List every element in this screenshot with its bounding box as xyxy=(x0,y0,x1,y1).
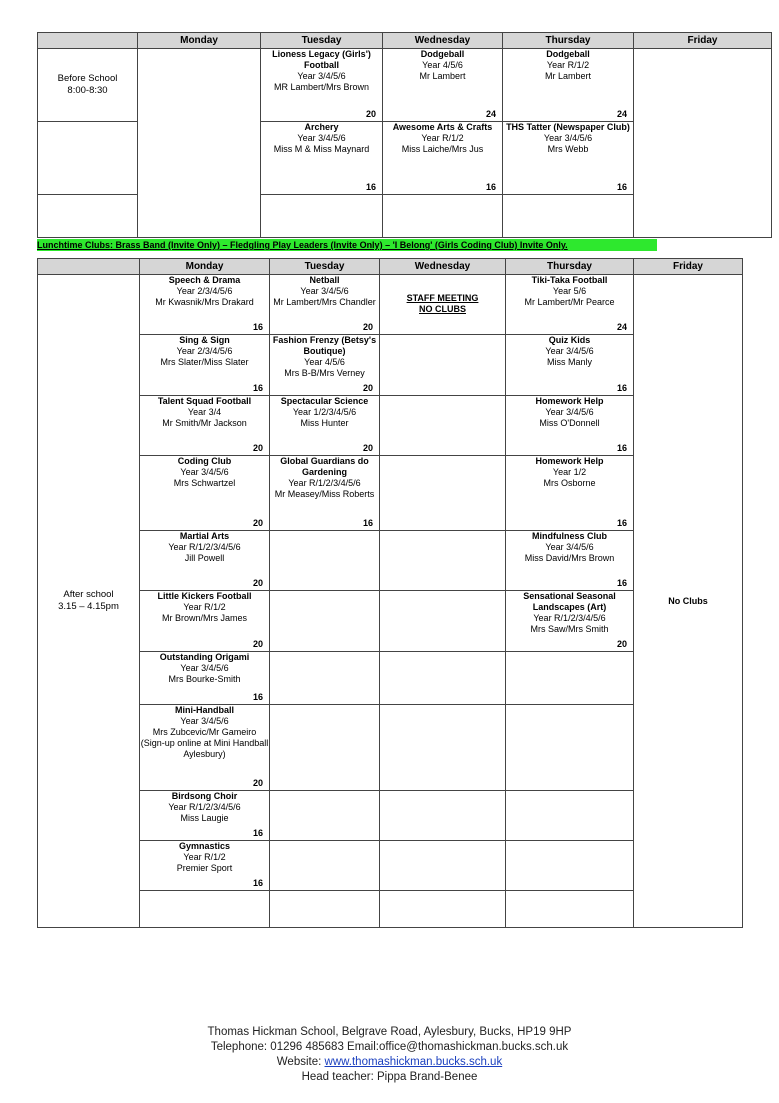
club-capacity: 16 xyxy=(252,383,263,393)
club-entry xyxy=(261,49,382,120)
empty-cell xyxy=(270,531,380,591)
club-name: Homework Help xyxy=(535,456,604,466)
club-capacity: 20 xyxy=(252,518,263,528)
club-entry xyxy=(140,396,269,454)
club-name: Tiki-Taka Football xyxy=(531,275,608,285)
club-cell-sensational-seasonal xyxy=(506,591,634,652)
club-detail: Mrs B-B/Mrs Verney xyxy=(284,368,365,378)
after-school-table xyxy=(37,258,743,928)
club-detail: Year R/1/2 xyxy=(183,852,226,862)
club-detail: Year 1/2 xyxy=(552,467,587,477)
club-capacity: 16 xyxy=(252,878,263,888)
friday-no-clubs-cell xyxy=(634,275,743,928)
club-detail: Year 3/4/5/6 xyxy=(543,133,593,143)
empty-cell xyxy=(261,195,383,238)
empty-cell xyxy=(506,652,634,705)
club-detail: Year 3/4/5/6 xyxy=(300,286,349,296)
club-detail: Year 3/4 xyxy=(187,407,222,417)
before-school-table xyxy=(37,32,772,238)
empty-cell xyxy=(270,652,380,705)
club-name: THS Tatter (Newspaper Club) xyxy=(506,122,630,132)
club-name: Awesome Arts & Crafts xyxy=(392,122,493,132)
club-name: Little Kickers Football xyxy=(157,591,252,601)
club-entry xyxy=(506,335,633,394)
club-cell-lioness-legacy xyxy=(261,49,383,122)
club-cell-tiki-taka xyxy=(506,275,634,335)
empty-cell xyxy=(506,891,634,928)
club-capacity: 16 xyxy=(252,692,263,702)
club-detail: Mr Smith/Mr Jackson xyxy=(162,418,247,428)
header-empty xyxy=(38,33,138,49)
club-entry xyxy=(503,122,633,193)
club-capacity: 16 xyxy=(616,443,627,453)
club-capacity: 16 xyxy=(365,182,376,192)
friday-no-clubs-label: No Clubs xyxy=(668,595,708,606)
club-detail: MR Lambert/Mrs Brown xyxy=(273,82,370,92)
club-capacity: 20 xyxy=(362,443,373,453)
club-detail: Mr Lambert/Mr Pearce xyxy=(524,297,615,307)
club-cell-coding-club xyxy=(140,456,270,531)
club-cell-dodgeball-thu xyxy=(503,49,634,122)
club-cell-mini-handball xyxy=(140,705,270,791)
club-name: Speech & Drama xyxy=(168,275,241,285)
empty-cell xyxy=(380,591,506,652)
header-monday: Monday xyxy=(138,33,261,49)
school-footer xyxy=(0,1025,779,1085)
before-time-empty-2 xyxy=(38,122,138,195)
empty-cell xyxy=(506,791,634,841)
club-capacity: 20 xyxy=(362,322,373,332)
club-name: Spectacular Science xyxy=(280,396,369,406)
club-detail: Mrs Slater/Miss Slater xyxy=(160,357,249,367)
club-entry xyxy=(506,275,633,333)
club-detail: Mr Kwasnik/Mrs Drakard xyxy=(155,297,254,307)
club-detail: Mr Lambert xyxy=(419,71,466,81)
empty-cell xyxy=(383,195,503,238)
club-name: Global Guardians do Gardening xyxy=(280,456,369,477)
empty-cell xyxy=(503,195,634,238)
header-wednesday: Wednesday xyxy=(380,259,506,275)
club-detail: Miss Manly xyxy=(546,357,592,367)
club-capacity: 16 xyxy=(616,383,627,393)
club-name: Fashion Frenzy (Betsy's Boutique) xyxy=(272,335,377,356)
club-name: Netball xyxy=(309,275,340,285)
club-name: Gymnastics xyxy=(178,841,231,851)
club-capacity: 16 xyxy=(616,182,627,192)
footer-website-line xyxy=(0,1055,779,1070)
club-detail: Mrs Schwartzel xyxy=(173,478,236,488)
club-cell-birdsong-choir xyxy=(140,791,270,841)
header-wednesday: Wednesday xyxy=(383,33,503,49)
club-name: Homework Help xyxy=(535,396,604,406)
club-detail: Year R/1/2/3/4/5/6 xyxy=(288,478,361,488)
club-detail: Year R/1/2/3/4/5/6 xyxy=(168,542,241,552)
club-entry xyxy=(270,396,379,454)
club-detail: Mr Lambert xyxy=(544,71,591,81)
club-capacity: 16 xyxy=(616,578,627,588)
empty-cell xyxy=(506,705,634,791)
club-detail: Mrs Zubcevic/Mr Gameiro xyxy=(152,727,257,737)
empty-cell xyxy=(140,891,270,928)
club-detail: Year 3/4/5/6 xyxy=(297,133,346,143)
empty-cell xyxy=(380,335,506,396)
header-friday: Friday xyxy=(634,259,743,275)
club-entry xyxy=(140,456,269,529)
club-detail: Year 3/4/5/6 xyxy=(545,346,594,356)
after-time-label: After school xyxy=(63,589,114,600)
club-detail: Year 4/5/6 xyxy=(304,357,345,367)
club-detail: Year 3/4/5/6 xyxy=(180,467,229,477)
club-cell-mindfulness xyxy=(506,531,634,591)
club-detail: (Sign-up online at Mini Handball Aylesbury) xyxy=(140,738,269,759)
club-name: Outstanding Origami xyxy=(159,652,250,662)
club-detail: Year R/1/2 xyxy=(183,602,226,612)
club-cell-awesome-arts xyxy=(383,122,503,195)
club-entry xyxy=(506,396,633,454)
club-detail: Year 1/2/3/4/5/6 xyxy=(292,407,357,417)
club-entry xyxy=(140,591,269,650)
club-name: Coding Club xyxy=(177,456,232,466)
header-empty xyxy=(38,259,140,275)
club-capacity: 20 xyxy=(252,778,263,788)
footer-address: Thomas Hickman School, Belgrave Road, Aylesbury, Bucks, HP19 9HP xyxy=(207,1026,572,1038)
club-entry xyxy=(506,591,633,650)
club-capacity: 24 xyxy=(616,322,627,332)
club-cell-outstanding-origami xyxy=(140,652,270,705)
club-detail: Mrs Osborne xyxy=(543,478,596,488)
club-detail: Miss Laugie xyxy=(180,813,229,823)
club-detail: Premier Sport xyxy=(176,863,233,873)
club-detail: Mrs Saw/Mrs Smith xyxy=(530,624,609,634)
club-detail: Mr Measey/Miss Roberts xyxy=(274,489,375,499)
club-capacity: 24 xyxy=(485,109,496,119)
after-time-cell xyxy=(38,275,140,928)
after-time-range: 3.15 – 4.15pm xyxy=(58,601,119,612)
club-detail: Year 5/6 xyxy=(552,286,587,296)
club-name: Sensational Seasonal Landscapes (Art) xyxy=(523,591,616,612)
club-name: Lioness Legacy (Girls') Football xyxy=(272,49,371,70)
club-entry xyxy=(140,335,269,394)
club-entry xyxy=(140,841,269,889)
club-cell-martial-arts xyxy=(140,531,270,591)
club-entry xyxy=(383,122,502,193)
club-entry xyxy=(503,49,633,120)
footer-head-teacher: Head teacher: Pippa Brand-Benee xyxy=(301,1071,478,1083)
empty-cell xyxy=(270,705,380,791)
header-tuesday: Tuesday xyxy=(261,33,383,49)
empty-cell xyxy=(380,891,506,928)
before-monday-cell xyxy=(138,49,261,238)
club-detail: Miss David/Mrs Brown xyxy=(524,553,615,563)
club-detail: Miss Hunter xyxy=(300,418,349,428)
empty-cell xyxy=(270,791,380,841)
club-entry xyxy=(506,456,633,529)
club-name: Mini-Handball xyxy=(175,705,234,715)
after-row-1 xyxy=(38,275,743,335)
club-detail: Miss O'Donnell xyxy=(539,418,600,428)
empty-cell xyxy=(380,531,506,591)
club-name: Quiz Kids xyxy=(548,335,591,345)
club-detail: Miss Laiche/Mrs Jus xyxy=(401,144,484,154)
club-cell-quiz-kids xyxy=(506,335,634,396)
club-cell-archery xyxy=(261,122,383,195)
club-name: Dodgeball xyxy=(420,49,465,59)
club-detail: Miss M & Miss Maynard xyxy=(273,144,370,154)
before-time-range: 8:00-8:30 xyxy=(67,85,108,96)
empty-cell xyxy=(380,396,506,456)
club-capacity: 16 xyxy=(485,182,496,192)
before-header-row xyxy=(38,33,772,49)
club-entry xyxy=(140,652,269,703)
wednesday-staff-meeting-cell xyxy=(380,275,506,335)
club-capacity: 24 xyxy=(616,109,627,119)
empty-cell xyxy=(270,591,380,652)
club-cell-gymnastics xyxy=(140,841,270,891)
before-time-cell xyxy=(38,49,138,122)
no-clubs-note: NO CLUBS xyxy=(419,304,466,314)
club-detail: Year 3/4/5/6 xyxy=(545,542,594,552)
lunchtime-clubs-banner: Lunchtime Clubs: Brass Band (Invite Only) – Fledgling Play Leaders (Invite Only) – 'I Belong' (Girls Coding Club) Invite Only. xyxy=(37,239,657,251)
club-cell-ths-tatter xyxy=(503,122,634,195)
empty-cell xyxy=(380,705,506,791)
club-detail: Year R/1/2/3/4/5/6 xyxy=(533,613,606,623)
club-cell-fashion-frenzy xyxy=(270,335,380,396)
club-capacity: 16 xyxy=(252,322,263,332)
club-detail: Year 3/4/5/6 xyxy=(297,71,346,81)
club-detail: Mr Lambert/Mrs Chandler xyxy=(273,297,376,307)
club-entry xyxy=(140,275,269,333)
empty-cell xyxy=(270,841,380,891)
club-detail: Mrs Bourke-Smith xyxy=(168,674,241,684)
club-capacity: 20 xyxy=(365,109,376,119)
before-friday-cell xyxy=(634,49,772,238)
header-monday: Monday xyxy=(140,259,270,275)
club-entry xyxy=(140,705,269,789)
club-capacity: 16 xyxy=(252,828,263,838)
club-entry xyxy=(270,275,379,333)
club-cell-homework-help-ks2 xyxy=(506,396,634,456)
header-thursday: Thursday xyxy=(506,259,634,275)
club-cell-sing-sign xyxy=(140,335,270,396)
empty-cell xyxy=(380,456,506,531)
club-detail: Year 3/4/5/6 xyxy=(545,407,594,417)
header-tuesday: Tuesday xyxy=(270,259,380,275)
before-time-label: Before School xyxy=(57,73,118,84)
empty-cell xyxy=(380,791,506,841)
header-friday: Friday xyxy=(634,33,772,49)
club-detail: Mrs Webb xyxy=(547,144,589,154)
empty-cell xyxy=(380,841,506,891)
header-thursday: Thursday xyxy=(503,33,634,49)
club-entry xyxy=(261,122,382,193)
before-time-empty-3 xyxy=(38,195,138,238)
club-detail: Year R/1/2 xyxy=(421,133,464,143)
club-cell-netball xyxy=(270,275,380,335)
club-cell-global-guardians xyxy=(270,456,380,531)
club-detail: Year R/1/2 xyxy=(546,60,590,70)
club-entry xyxy=(140,791,269,839)
club-name: Birdsong Choir xyxy=(171,791,238,801)
club-entry xyxy=(270,335,379,394)
club-cell-homework-help-ks1 xyxy=(506,456,634,531)
club-capacity: 20 xyxy=(252,443,263,453)
club-cell-talent-squad xyxy=(140,396,270,456)
club-name: Archery xyxy=(304,122,339,132)
footer-website-label: Website: xyxy=(276,1056,325,1068)
club-name: Dodgeball xyxy=(546,49,590,59)
club-cell-little-kickers xyxy=(140,591,270,652)
staff-meeting-note: STAFF MEETING xyxy=(406,293,479,303)
club-capacity: 20 xyxy=(616,639,627,649)
club-capacity: 20 xyxy=(362,383,373,393)
empty-cell xyxy=(506,841,634,891)
club-entry xyxy=(270,456,379,529)
club-detail: Year R/1/2/3/4/5/6 xyxy=(168,802,241,812)
club-entry xyxy=(383,49,502,120)
club-detail: Year 3/4/5/6 xyxy=(180,663,229,673)
club-capacity: 20 xyxy=(252,578,263,588)
club-cell-speech-drama xyxy=(140,275,270,335)
club-name: Talent Squad Football xyxy=(157,396,252,406)
empty-cell xyxy=(380,652,506,705)
club-entry xyxy=(140,531,269,589)
empty-cell xyxy=(270,891,380,928)
before-row-1 xyxy=(38,49,772,122)
club-name: Martial Arts xyxy=(179,531,230,541)
after-header-row xyxy=(38,259,743,275)
club-detail: Year 3/4/5/6 xyxy=(180,716,229,726)
club-capacity: 20 xyxy=(252,639,263,649)
footer-website-link[interactable]: www.thomashickman.bucks.sch.uk xyxy=(324,1056,503,1068)
club-cell-spectacular-science xyxy=(270,396,380,456)
club-entry xyxy=(506,531,633,589)
club-detail: Year 2/3/4/5/6 xyxy=(176,346,233,356)
club-cell-dodgeball-wed xyxy=(383,49,503,122)
club-detail: Year 4/5/6 xyxy=(422,60,463,70)
club-name: Sing & Sign xyxy=(179,335,230,345)
club-detail: Jill Powell xyxy=(184,553,225,563)
club-capacity: 16 xyxy=(616,518,627,528)
club-detail: Year 2/3/4/5/6 xyxy=(176,286,233,296)
footer-contact: Telephone: 01296 485683 Email:office@thomashickman.bucks.sch.uk xyxy=(210,1041,569,1053)
club-name: Mindfulness Club xyxy=(532,531,607,541)
club-capacity: 16 xyxy=(362,518,373,528)
club-detail: Mr Brown/Mrs James xyxy=(161,613,247,623)
